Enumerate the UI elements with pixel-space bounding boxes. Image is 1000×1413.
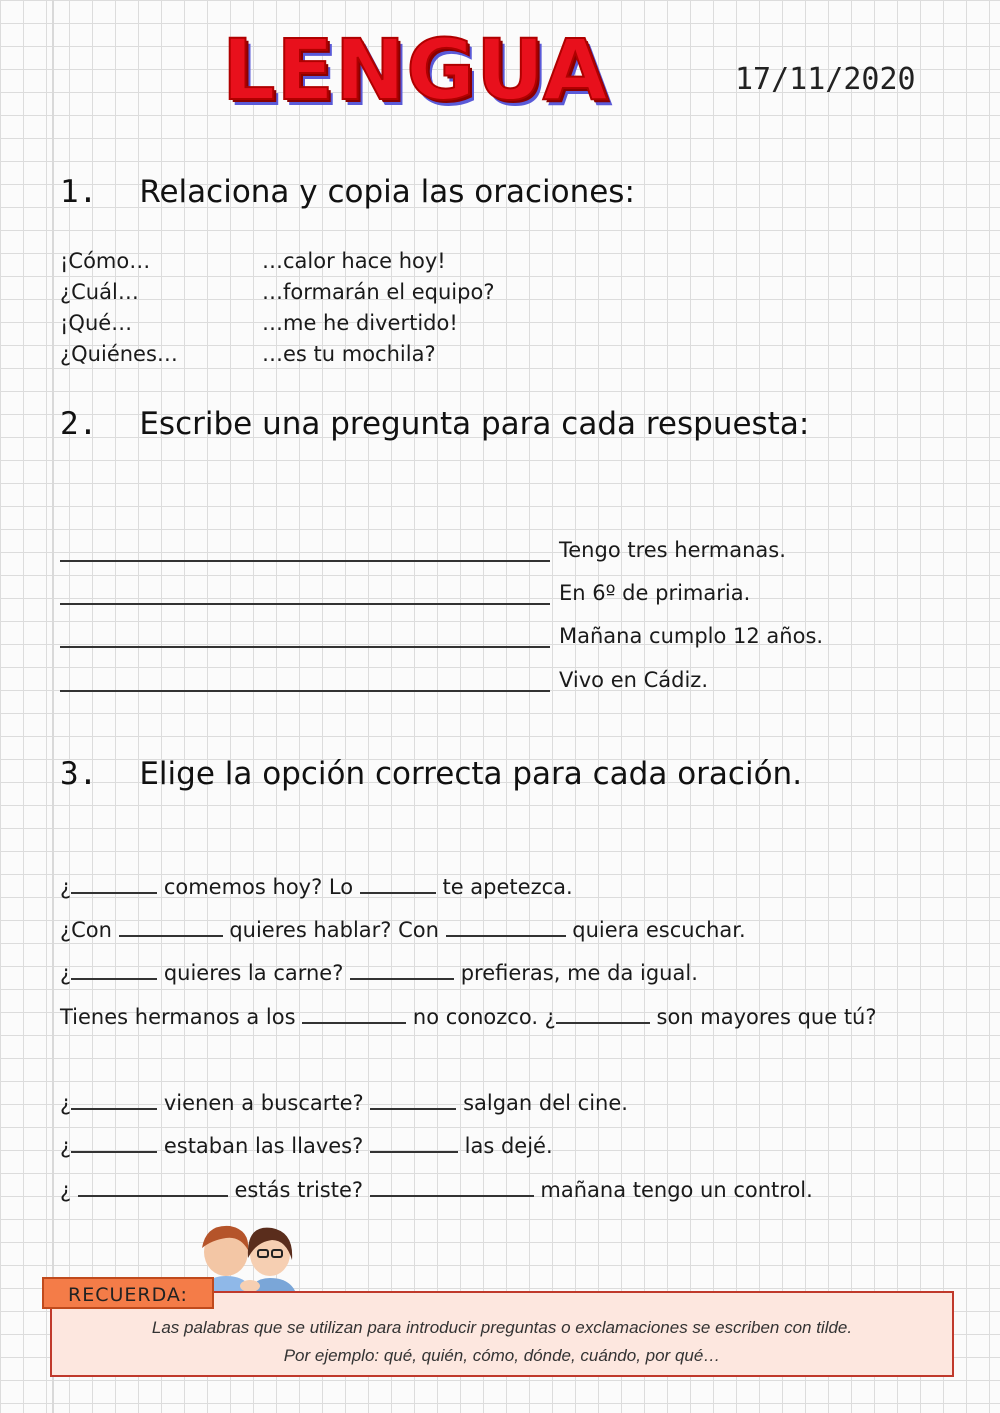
exercise-line [60,996,940,1039]
blank-input[interactable] [350,960,454,980]
exercise-line [60,1125,940,1168]
text: ¿ [60,961,72,985]
section2-heading-text: Escribe una pregunta para cada respuesta: [139,406,810,442]
answer-text: Mañana cumplo 12 años. [559,624,824,648]
text: vienen a buscarte? [157,1091,371,1115]
text: quieres hablar? Con [222,918,446,942]
text: ¿ [60,1178,78,1202]
blank-input[interactable] [446,917,566,937]
text: ¿ [60,875,72,899]
text: ¿ [60,1134,72,1158]
exercise-line [60,866,940,909]
pair-right: …es tu mochila? [262,342,436,366]
section2-heading [60,402,940,446]
answer-text: Vivo en Cádiz. [559,668,708,692]
text: estás triste? [227,1178,370,1202]
pair-left: ¡Cómo… [60,249,151,273]
text: quieres la carne? [157,961,351,985]
text: ¿Con [60,918,119,942]
list-item [60,339,494,370]
answer-text: En 6º de primaria. [559,581,751,605]
pair-right: …formarán el equipo? [262,280,495,304]
text: ¿ [60,1091,72,1115]
blank-input[interactable] [119,917,223,937]
exercise-line [60,1169,940,1212]
answer-row [60,668,708,692]
answer-input-line[interactable] [60,668,550,692]
blank-input[interactable] [302,1004,406,1024]
section1-heading-text: Relaciona y copia las oraciones: [139,174,635,210]
section3-heading-text: Elige la opción correcta para cada oración. [139,756,803,792]
section3-number: 3. [60,756,98,792]
section1-heading [60,170,940,214]
text: Tienes hermanos a los [60,1005,303,1029]
pair-right: …me he divertido! [262,311,458,335]
answer-row [60,581,750,605]
exercise-line [60,952,940,995]
answer-row [60,538,786,562]
blank-input[interactable] [78,1177,228,1197]
blank-input[interactable] [71,874,157,894]
text: comemos hoy? Lo [157,875,360,899]
text: son mayores que tú? [649,1005,877,1029]
blank-input[interactable] [71,1133,157,1153]
pair-left: ¡Qué… [60,311,133,335]
recuerda-line-2: Por ejemplo: qué, quién, cómo, dónde, cuándo, por qué… [283,1346,721,1365]
text: mañana tengo un control. [533,1178,813,1202]
list-item [60,277,494,308]
section1-number: 1. [60,174,98,210]
answer-input-line[interactable] [60,538,550,562]
blank-input[interactable] [71,960,157,980]
blank-input[interactable] [370,1090,456,1110]
answer-input-line[interactable] [60,581,550,605]
blank-input[interactable] [360,874,436,894]
recuerda-line-1: Las palabras que se utilizan para introducir preguntas o exclamaciones se escriben con tilde. [151,1318,853,1337]
text: te apetezca. [435,875,573,899]
matching-list [60,246,494,370]
answer-input-line[interactable] [60,624,550,648]
blank-input[interactable] [370,1133,458,1153]
text: quiera escuchar. [565,918,746,942]
answer-row [60,624,823,648]
text: no conozco. ¿ [406,1005,556,1029]
exercise-line [60,1082,940,1125]
pair-right: …calor hace hoy! [262,249,446,273]
text: prefieras, me da igual. [454,961,698,985]
answer-text: Tengo tres hermanas. [559,538,786,562]
text: estaban las llaves? [157,1134,370,1158]
blank-input[interactable] [71,1090,157,1110]
list-item [60,308,494,339]
date-label: 17/11/2020 [735,62,916,97]
exercise-line [60,909,940,952]
recuerda-label: RECUERDA: [42,1277,214,1309]
list-item [60,246,494,277]
pair-left: ¿Cuál… [60,280,139,304]
blank-input[interactable] [556,1004,650,1024]
text: salgan del cine. [456,1091,628,1115]
section3-heading [60,752,940,796]
blank-input[interactable] [370,1177,534,1197]
page-title: LENGUA [222,21,609,119]
text: las dejé. [457,1134,553,1158]
section2-number: 2. [60,406,98,442]
notebook-margin-line [52,0,54,1413]
pair-left: ¿Quiénes… [60,342,178,366]
